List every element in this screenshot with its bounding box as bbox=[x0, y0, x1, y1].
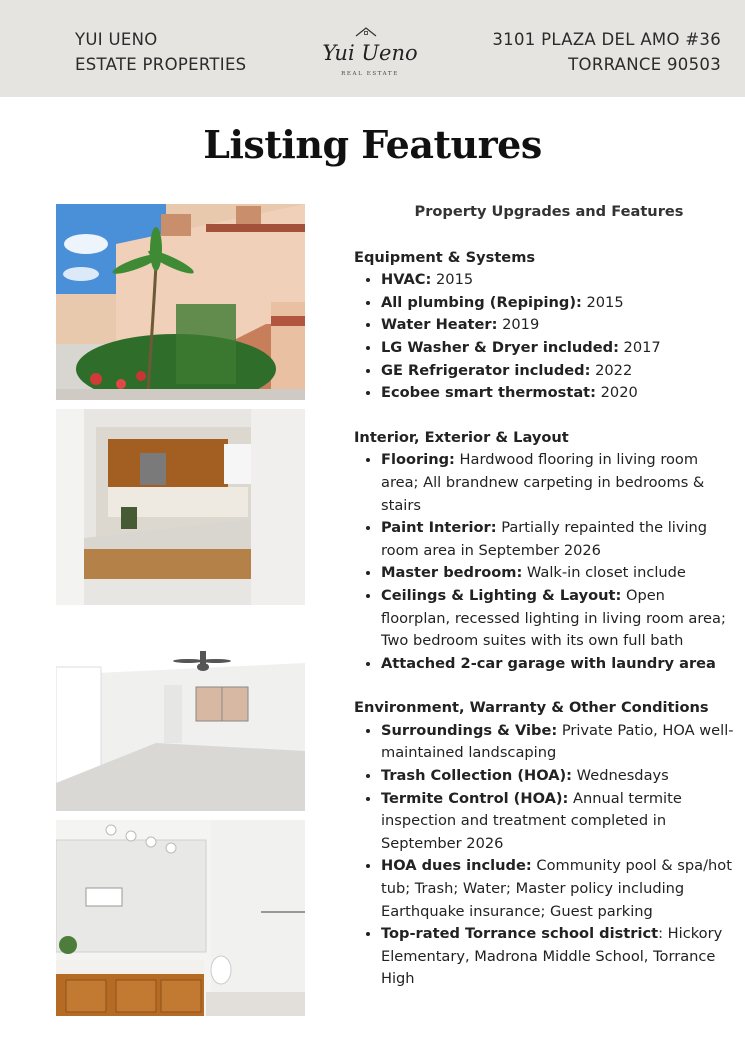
environment-list bbox=[354, 720, 734, 991]
address-line-2: TORRANCE 90503 bbox=[568, 55, 721, 74]
list-item: • Termite Control (HOA): Annual termite inspection and treatment completed in September 2026 bbox=[381, 788, 734, 856]
list-item: • All plumbing (Repiping): 2015 bbox=[381, 292, 734, 315]
list-item: • Trash Collection (HOA): Wednesdays bbox=[381, 765, 734, 788]
list-item: • Ceilings & Lighting & Layout: Open floorplan, recessed lighting in living room area; Two bedroom suites with its own full bath bbox=[381, 585, 734, 653]
brand-name bbox=[75, 27, 246, 77]
bathroom-photo bbox=[56, 820, 305, 1016]
list-item: • Water Heater: 2019 bbox=[381, 314, 734, 337]
header-bar bbox=[0, 0, 745, 97]
list-item: • Surroundings & Vibe: Private Patio, HOA well-maintained landscaping bbox=[381, 720, 734, 765]
interior-list bbox=[354, 449, 734, 675]
group-heading-environment: Environment, Warranty & Other Conditions bbox=[354, 699, 709, 717]
bedroom-photo bbox=[56, 615, 305, 811]
brand-logo bbox=[320, 22, 420, 82]
brand-line-2: ESTATE PROPERTIES bbox=[75, 55, 247, 74]
group-heading-equipment: Equipment & Systems bbox=[354, 248, 536, 266]
list-item: • Attached 2-car garage with laundry area bbox=[381, 653, 734, 676]
list-item: • Flooring: Hardwood flooring in living room area; All brandnew carpeting in bedrooms & stairs bbox=[381, 449, 734, 517]
features-content bbox=[354, 201, 734, 1013]
list-item: • Master bedroom: Walk-in closet include bbox=[381, 562, 734, 585]
section-title: Property Upgrades and Features bbox=[414, 203, 684, 220]
exterior-photo bbox=[56, 204, 305, 400]
brand-line-1: YUI UENO bbox=[75, 30, 158, 49]
list-item: • Top-rated Torrance school district: Hickory Elementary, Madrona Middle School, Torrance High bbox=[381, 923, 734, 991]
list-item: • Ecobee smart thermostat: 2020 bbox=[381, 382, 734, 405]
list-item: • HVAC: 2015 bbox=[381, 269, 734, 292]
equipment-list bbox=[354, 269, 734, 405]
address-line-1: 3101 PLAZA DEL AMO #36 bbox=[492, 30, 721, 49]
list-item: • HOA dues include: Community pool & spa/hot tub; Trash; Water; Master policy including Earthquake insurance; Guest parking bbox=[381, 855, 734, 923]
kitchen-photo bbox=[56, 409, 305, 605]
property-address bbox=[492, 27, 721, 77]
list-item: • Paint Interior: Partially repainted the living room area in September 2026 bbox=[381, 517, 734, 562]
logo-script: Yui Ueno bbox=[322, 41, 418, 65]
group-heading-interior: Interior, Exterior & Layout bbox=[354, 428, 569, 446]
logo-subtitle: REAL ESTATE bbox=[341, 71, 399, 77]
page-title: Listing Features bbox=[203, 122, 542, 167]
list-item: • LG Washer & Dryer included: 2017 bbox=[381, 337, 734, 360]
list-item: • GE Refrigerator included: 2022 bbox=[381, 360, 734, 383]
